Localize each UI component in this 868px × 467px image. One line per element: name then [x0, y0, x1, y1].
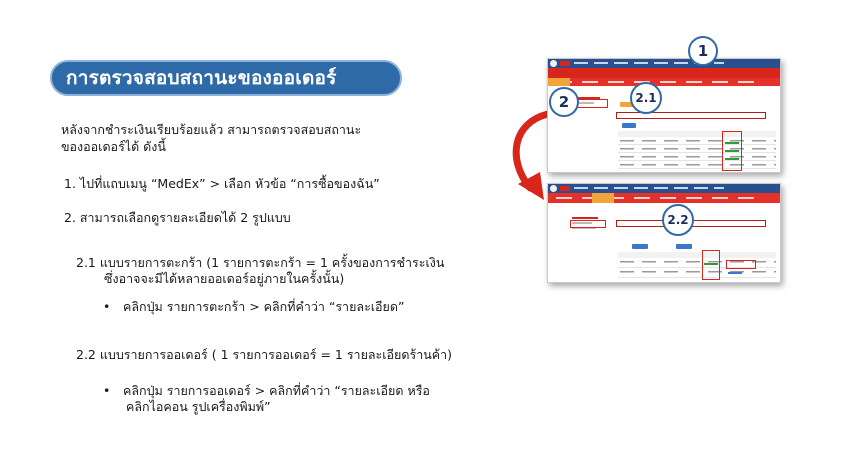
callout-2-1: 2.1: [630, 82, 662, 114]
bullet-marker: •: [103, 299, 111, 314]
callout-2: 2: [549, 87, 579, 117]
intro-line-2: ของออเดอร์ได้ ดังนี้: [61, 139, 166, 154]
order-tab-button: [676, 244, 692, 249]
step-2-2-line-1: 2.2 แบบรายการออเดอร์ ( 1 รายการออเดอร์ = 1 รายละเอียดร้านค้า): [76, 347, 453, 362]
basket-tab-button: [632, 244, 648, 249]
screenshot-basket-table: [618, 131, 776, 173]
screenshot-tab-button: [622, 123, 636, 128]
screenshot-order-search: [616, 112, 766, 119]
highlight-status-column: [702, 250, 720, 280]
callout-1: 1: [688, 36, 718, 66]
step-2: 2. สามารถเลือกดูรายละเอียดได้ 2 รูปแบบ: [64, 210, 291, 225]
slide-title-banner: [50, 60, 402, 96]
screenshot-menu-bar: [548, 193, 780, 203]
step-2-1-bullet: คลิกปุ่ม รายการตะกร้า > คลิกที่คำว่า “รายละเอียด”: [123, 299, 405, 314]
step-2-2-bullet-line-1: คลิกปุ่ม รายการออเดอร์ > คลิกที่คำว่า “รายละเอียด หรือ: [123, 383, 430, 398]
step-2-1-line-2: ซึ่งอาจจะมีได้หลายออเดอร์อยู่ภายในครั้งนั้น): [104, 271, 345, 286]
screenshot-menu-bar: [548, 78, 780, 86]
highlight-my-purchases: [570, 220, 606, 228]
step-2-1-line-1: 2.1 แบบรายการตะกร้า (1 รายการตะกร้า = 1 ครั้งของการชำระเงิน: [76, 255, 445, 270]
highlight-details-print: [726, 260, 756, 269]
intro-line-1: หลังจากชำระเงินเรียบร้อยแล้ว สามารถตรวจสอบสถานะ: [61, 122, 362, 137]
screenshot-search-bar: [548, 68, 780, 78]
screenshot-navbar: [548, 59, 780, 68]
screenshot-my-purchases-orders: [547, 183, 781, 283]
screenshot-navbar: [548, 184, 780, 193]
step-2-2-bullet-line-2: คลิกไอคอน รูปเครื่องพิมพ์”: [126, 399, 271, 414]
step-1: 1. ไปที่แถบเมนู “MedEx” > เลือก หัวข้อ “การซื้อของฉัน”: [64, 176, 380, 191]
callout-2-2: 2.2: [662, 204, 694, 236]
bullet-marker: •: [103, 383, 111, 398]
slide-title: การตรวจสอบสถานะของออเดอร์: [66, 67, 337, 89]
screenshot-my-purchases-basket: [547, 58, 781, 173]
